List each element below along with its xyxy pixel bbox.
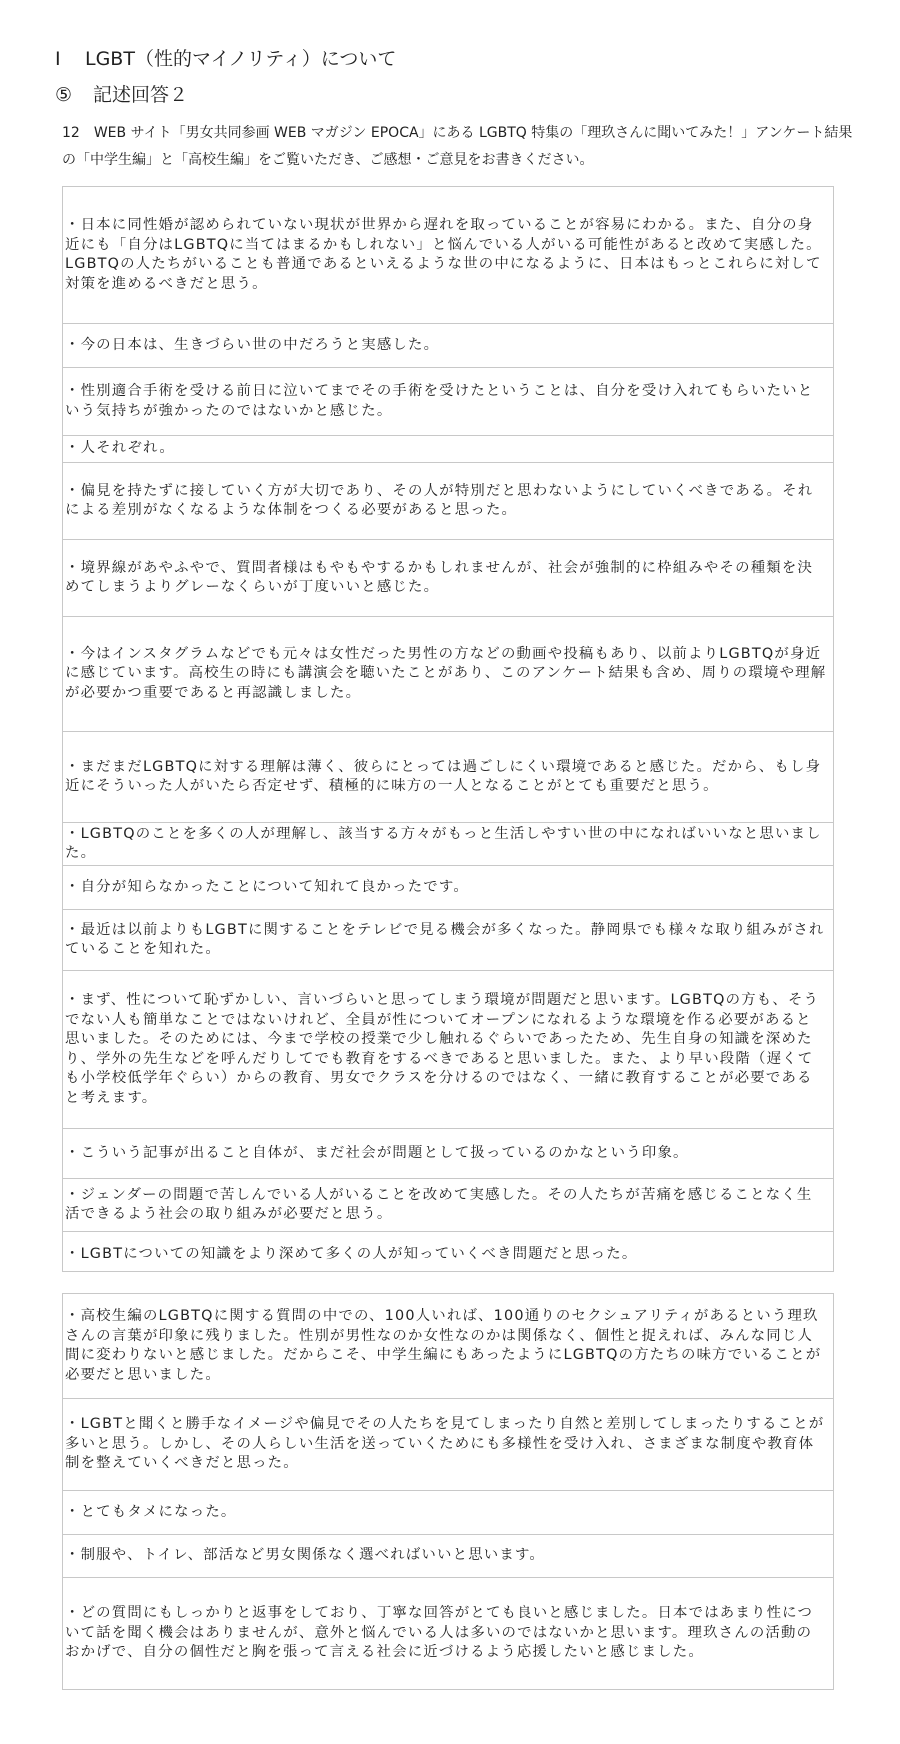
response-text: ・まだまだLGBTQに対する理解は薄く、彼らにとっては過ごしにくい環境であると感じた。だから、もし身近にそういった人がいたら否定せず、積極的に味方の一人となることがとても重要だと思う。	[65, 758, 822, 794]
response-text: ・ジェンダーの問題で苦しんでいる人がいることを改めて実感した。その人たちが苦痛を感じることなく生活できるよう社会の取り組みが必要だと思う。	[65, 1186, 813, 1222]
section-heading	[55, 44, 396, 71]
question-body: WEB サイト「男女共同参画 WEB マガジン EPOCA」にある LGBTQ 特集の「理玖さんに聞いてみた！」アンケート結果の「中学生編」と「高校生編」をご覧いただき、ご感想・ご意見をお書きください。	[62, 125, 853, 168]
response-text: ・人それぞれ。	[65, 440, 175, 457]
section-numeral: Ⅰ	[55, 48, 61, 70]
responses-table-2	[62, 1293, 834, 1690]
response-row	[63, 909, 833, 970]
subsection-title: 記述回答２	[93, 84, 189, 106]
response-text: ・性別適合手術を受ける前日に泣いてまでその手術を受けたということは、自分を受け入れてもらいたいという気持ちが強かったのではないかと感じた。	[65, 383, 814, 419]
response-row	[63, 970, 833, 1128]
response-row	[63, 731, 833, 822]
response-text: ・どの質問にもしっかりと返事をしており、丁寧な回答がとても良いと感じました。日本ではあまり性について話を聞く機会はありませんが、意外と悩んでいる人は多いのではないかと思います。理玖さんの活動のおかげで、自分の個性だと胸を張って言える社会に近づけるよう応援したいと感じました。	[65, 1605, 814, 1661]
response-text: ・こういう記事が出ること自体が、まだ社会が問題として扱っているのかなという印象。	[65, 1144, 689, 1161]
response-row	[63, 1178, 833, 1231]
response-text: ・日本に同性婚が認められていない現状が世界から遅れを取っていることが容易にわかる。また、自分の身近にも「自分はLGBTQに当てはまるかもしれない」と悩んでいる人がいる可能性があると改めて実感した。LGBTQの人たちがいることも普通であるといえるような世の中になるように、日本はもっとこれらに対して対策を進めるべきだと思う。	[65, 217, 822, 292]
response-row	[63, 865, 833, 909]
response-row	[63, 1398, 833, 1490]
subsection-marker: ⑤	[55, 84, 73, 106]
response-row	[63, 1128, 833, 1178]
responses-table-1	[62, 186, 834, 1272]
response-row	[63, 323, 833, 367]
response-row	[63, 1294, 833, 1398]
response-row	[63, 462, 833, 539]
response-text: ・まず、性について恥ずかしい、言いづらいと思ってしまう環境が問題だと思います。LGBTQの方も、そうでない人も簡単なことではないけれど、全員が性についてオープンになれるような環境を作る必要があると思いました。そのためには、今まで学校の授業で少し触れるぐらいであったため、先生自身の知識を深めたり、学外の先生などを呼んだりしてでも教育をするべきであると思いました。また、より早い段階（遅くても小学校低学年ぐらい）からの教育、男女でクラスを分けるのではなく、一緒に教育することが必要であると考えます。	[65, 992, 820, 1106]
subsection-heading	[55, 80, 188, 107]
response-text: ・LGBTについての知識をより深めて多くの人が知っていくべき問題だと思った。	[65, 1245, 638, 1262]
response-text: ・制服や、トイレ、部活など男女関係なく選べればいいと思います。	[65, 1547, 545, 1564]
response-row	[63, 616, 833, 731]
section-title: LGBT（性的マイノリティ）について	[85, 48, 397, 70]
response-text: ・LGBTQのことを多くの人が理解し、該当する方々がもっと生活しやすい世の中になればいいなと思いました。	[65, 825, 822, 861]
response-row	[63, 539, 833, 616]
question-number: 12	[62, 125, 80, 141]
response-text: ・境界線があやふやで、質問者様はもやもやするかもしれませんが、社会が強制的に枠組みやその種類を決めてしまうよりグレーなくらいが丁度いいと感じた。	[65, 559, 814, 595]
response-row	[63, 822, 833, 865]
response-row	[63, 1490, 833, 1534]
response-text: ・高校生編のLGBTQに関する質問の中での、100人いれば、100通りのセクシュアリティがあるという理玖さんの言葉が印象に残りました。性別が男性なのか女性なのかは関係なく、個性と捉えれば、みんな同じ人間に変わりないと感じました。だからこそ、中学生編にもあったようにLGBTQの方たちの味方でいることが必要だと思いました。	[65, 1308, 822, 1383]
response-row	[63, 1577, 833, 1689]
response-row	[63, 367, 833, 435]
response-text: ・自分が知らなかったことについて知れて良かったです。	[65, 878, 469, 895]
response-row	[63, 1534, 833, 1577]
response-text: ・最近は以前よりもLGBTに関することをテレビで見る機会が多くなった。静岡県でも様々な取り組みがされていることを知れた。	[65, 921, 825, 957]
response-text: ・とてもタメになった。	[65, 1503, 237, 1520]
response-text: ・今はインスタグラムなどでも元々は女性だった男性の方などの動画や投稿もあり、以前よりLGBTQが身近に感じています。高校生の時にも講演会を聴いたことがあり、このアンケート結果も含め、周りの環境や理解が必要かつ重要であると再認識しました。	[65, 645, 827, 701]
response-row	[63, 435, 833, 462]
response-text: ・偏見を持たずに接していく方が大切であり、その人が特別だと思わないようにしていくべきである。それによる差別がなくなるような体制をつくる必要があると思った。	[65, 482, 814, 518]
response-row	[63, 187, 833, 323]
question-text	[62, 120, 862, 174]
response-row	[63, 1231, 833, 1277]
response-text: ・LGBTと聞くと勝手なイメージや偏見でその人たちを見てしまったり自然と差別してしまったりすることが多いと思う。しかし、その人らしい生活を送っていくためにも多様性を受け入れ、さまざまな制度や教育体制を整えていくべきだと思った。	[65, 1416, 825, 1472]
response-text: ・今の日本は、生きづらい世の中だろうと実感した。	[65, 336, 440, 353]
